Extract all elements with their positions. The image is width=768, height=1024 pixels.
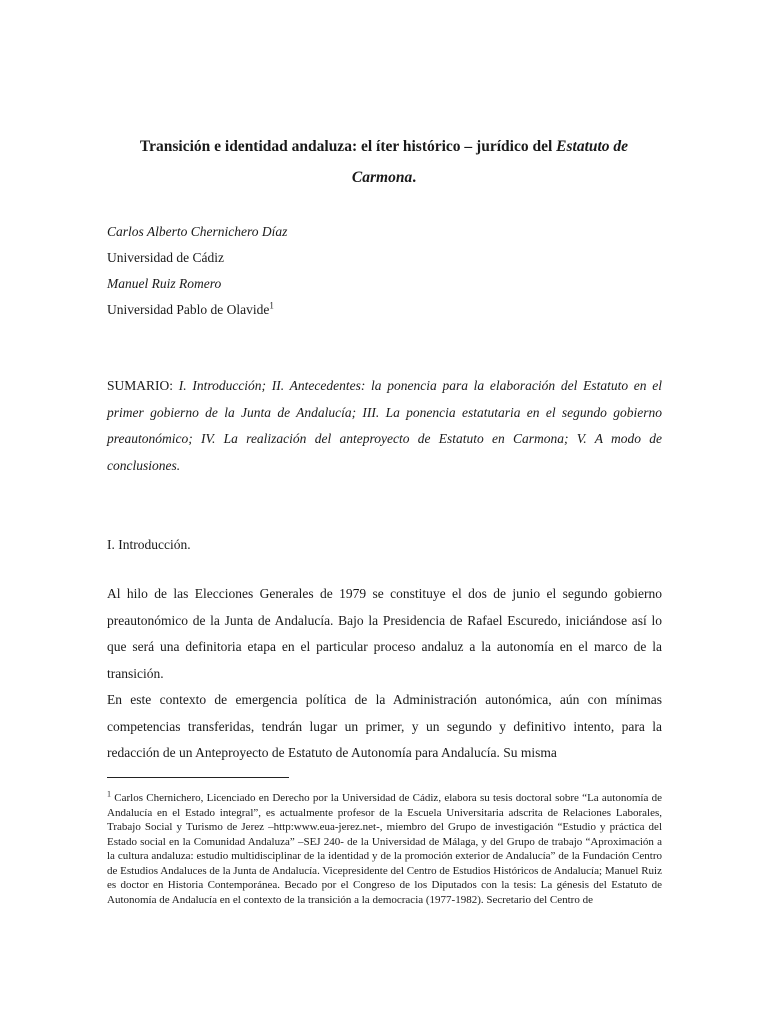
footnote-mark: 1 <box>107 789 111 799</box>
author-block <box>107 219 287 323</box>
footnote-separator <box>107 777 289 778</box>
author-name: Carlos Alberto Chernichero Díaz <box>107 224 288 239</box>
title-italic: Estatuto de Carmona <box>351 138 629 186</box>
summary-text: I. Introducción; II. Antecedentes: la ponencia para la elaboración del Estatuto en el primer gobierno de la Junta de Andalucía; III. La ponencia estatutaria en el segundo gobierno preautonómico; IV. La realización del anteproyecto de Estatuto en Carmona; V. A modo de conclusiones. <box>107 378 662 473</box>
section-heading: I. Introducción. <box>107 537 191 552</box>
author-affiliation <box>107 297 287 323</box>
paragraph: En este contexto de emergencia política de la Administración autonómica, aún con mínimas competencias transferidas, tendrán lugar un primer, y un segundo y definitivo intento, para la redacción de un Anteproyecto de Estatuto de Autonomía para Andalucía. Su misma <box>107 692 662 760</box>
author-affiliation: Universidad de Cádiz <box>107 250 224 265</box>
title-end: . <box>412 169 417 186</box>
affiliation-text: Universidad Pablo de Olavide <box>107 302 270 317</box>
body-text <box>107 581 662 767</box>
title-main: Transición e identidad andaluza: el íter histórico – jurídico del <box>139 138 557 155</box>
author-name: Manuel Ruiz Romero <box>107 276 222 291</box>
summary-block <box>107 373 662 479</box>
paragraph: Al hilo de las Elecciones Generales de 1979 se constituye el dos de junio el segundo gobierno preautonómico de la Junta de Andalucía. Bajo la Presidencia de Rafael Escuredo, iniciándose así lo que será una definitoria etapa en el particular proceso andaluz a la autonomía en el marco de la transición. <box>107 586 662 681</box>
summary-label: SUMARIO: <box>107 378 179 393</box>
footnote-reference[interactable]: 1 <box>269 300 274 311</box>
footnote-text: Carlos Chernichero, Licenciado en Derecho por la Universidad de Cádiz, elabora su tesis doctoral sobre “La autonomía de Andalucía en el Estado integral”, es actualmente profesor de la Escuela Universitaria adscrita de Relaciones Laborales, Trabajo Social y Turismo de Jerez –http:www.eua-jerez.net-, miembro del Grupo de investigación “Estudio y práctica del Estado social en la Comunidad Andaluza” –SEJ 240- de la Universidad de Málaga, y del Grupo de trabajo “Aproximación a la cultura andaluza: estudio multidisciplinar de la identidad y de la promoción exterior de Andalucía” de la Fundación Centro de Estudios Andaluces de la Junta de Andalucía. Vicepresidente del Centro de Estudios Históricos de Andalucía; Manuel Ruiz es doctor en Historia Contemporánea. Becado por el Congreso de los Diputados con la tesis: La génesis del Estatuto de Autonomía de Andalucía en el contexto de la transición a la democracia (1977-1982). Secretario del Centro de <box>107 792 662 906</box>
footnote <box>107 791 662 907</box>
document-title <box>108 131 660 193</box>
